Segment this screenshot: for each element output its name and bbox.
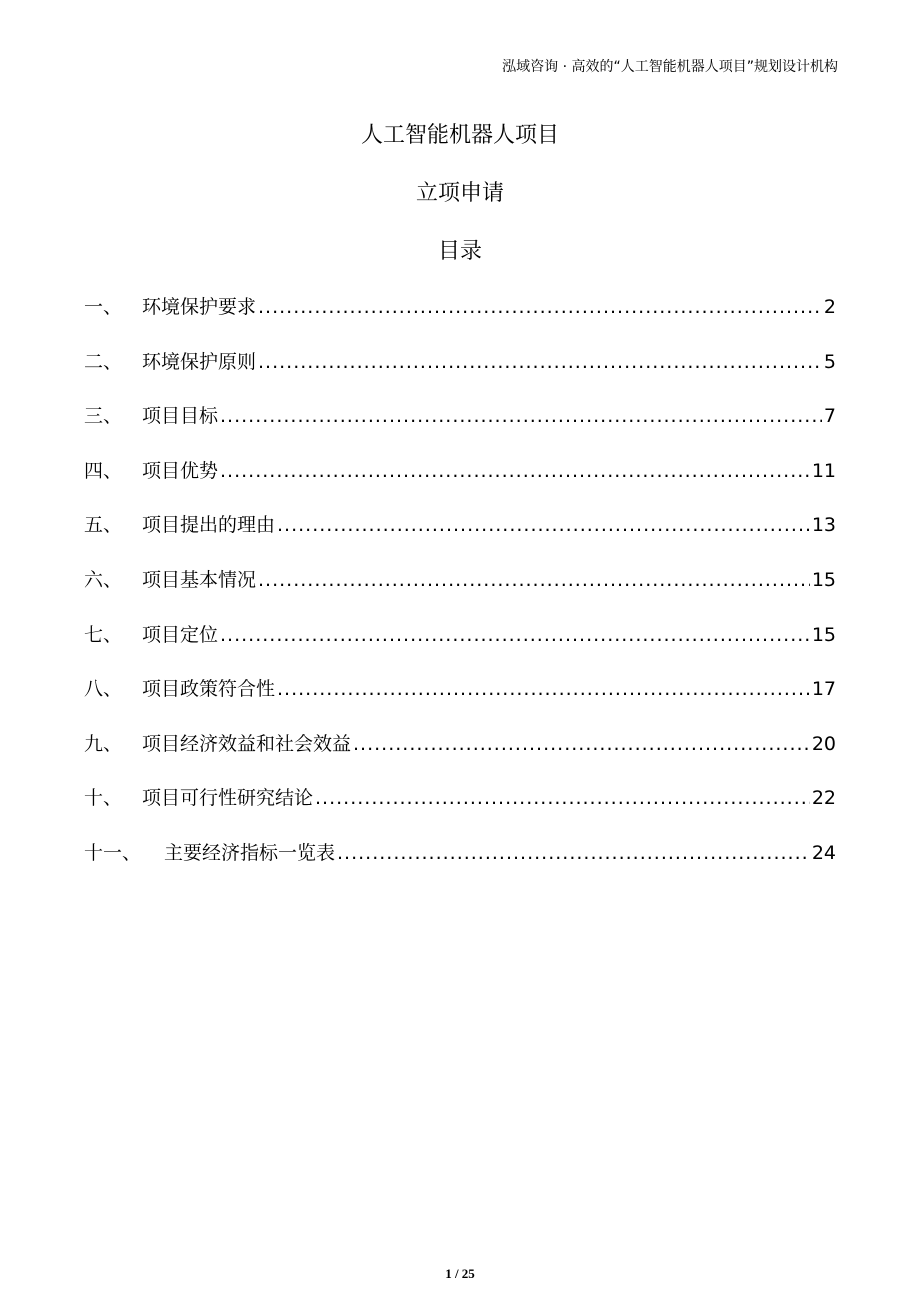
toc-dot-leader	[258, 292, 822, 322]
table-of-contents	[84, 292, 836, 893]
toc-dot-leader	[277, 510, 810, 540]
toc-entry[interactable]	[84, 292, 836, 347]
toc-dot-leader	[258, 565, 810, 595]
toc-entry-number: 七、	[84, 623, 123, 646]
toc-entry-page: 5	[823, 350, 836, 373]
toc-entry-label: 项目定位	[142, 623, 219, 646]
page-indicator: 1 / 25	[445, 1266, 475, 1281]
toc-entry-page: 13	[811, 514, 836, 537]
toc-entry[interactable]	[84, 565, 836, 620]
toc-entry-number: 四、	[84, 459, 123, 482]
toc-entry[interactable]	[84, 729, 836, 784]
toc-dot-leader	[315, 783, 810, 813]
toc-entry[interactable]	[84, 456, 836, 511]
toc-dot-leader	[220, 620, 810, 650]
toc-entry-page: 11	[811, 459, 836, 482]
document-subtitle: 立项申请	[415, 181, 504, 206]
toc-entry-label: 项目经济效益和社会效益	[142, 732, 352, 755]
toc-entry-number: 一、	[84, 296, 123, 318]
toc-entry-label: 项目政策符合性	[142, 678, 276, 701]
toc-entry-number: 十、	[84, 787, 123, 810]
toc-entry-label: 项目目标	[142, 405, 219, 428]
toc-entry-label: 主要经济指标一览表	[164, 841, 336, 864]
toc-dot-leader	[220, 401, 822, 431]
document-title: 人工智能机器人项目	[360, 123, 559, 148]
toc-entry-page: 7	[823, 405, 836, 428]
toc-entry-label: 环境保护要求	[142, 296, 257, 318]
toc-entry[interactable]	[84, 620, 836, 675]
toc-entry-page: 2	[823, 296, 836, 318]
toc-entry[interactable]	[84, 510, 836, 565]
toc-entry-number: 二、	[84, 350, 123, 373]
toc-entry[interactable]	[84, 783, 836, 838]
toc-entry-label: 项目可行性研究结论	[142, 787, 314, 810]
toc-dot-leader	[277, 674, 810, 704]
toc-entry-number: 九、	[84, 732, 123, 755]
toc-entry[interactable]	[84, 674, 836, 729]
toc-entry-number: 五、	[84, 514, 123, 537]
toc-entry-number: 三、	[84, 405, 123, 428]
toc-dot-leader	[220, 456, 810, 486]
toc-entry[interactable]	[84, 401, 836, 456]
toc-entry-label: 项目优势	[142, 459, 219, 482]
toc-dot-leader	[258, 347, 822, 377]
toc-entry-page: 15	[811, 568, 836, 591]
toc-entry-number: 六、	[84, 568, 123, 591]
toc-entry-page: 20	[811, 732, 836, 755]
toc-entry-number: 八、	[84, 678, 123, 701]
toc-entry-number: 十一、	[84, 841, 142, 864]
toc-entry-page: 17	[811, 678, 836, 701]
toc-entry[interactable]	[84, 347, 836, 402]
toc-entry-label: 项目提出的理由	[142, 514, 276, 537]
toc-dot-leader	[353, 729, 810, 759]
toc-entry-page: 15	[811, 623, 836, 646]
toc-entry-page: 22	[811, 787, 836, 810]
toc-dot-leader	[337, 838, 810, 868]
toc-entry-page: 24	[811, 841, 836, 864]
toc-entry[interactable]	[84, 838, 836, 893]
toc-entry-label: 环境保护原则	[142, 350, 257, 373]
toc-entry-label: 项目基本情况	[142, 568, 257, 591]
toc-heading: 目录	[437, 239, 482, 264]
header-note: 泓域咨询 · 高效的“人工智能机器人项目”规划设计机构	[502, 59, 838, 75]
